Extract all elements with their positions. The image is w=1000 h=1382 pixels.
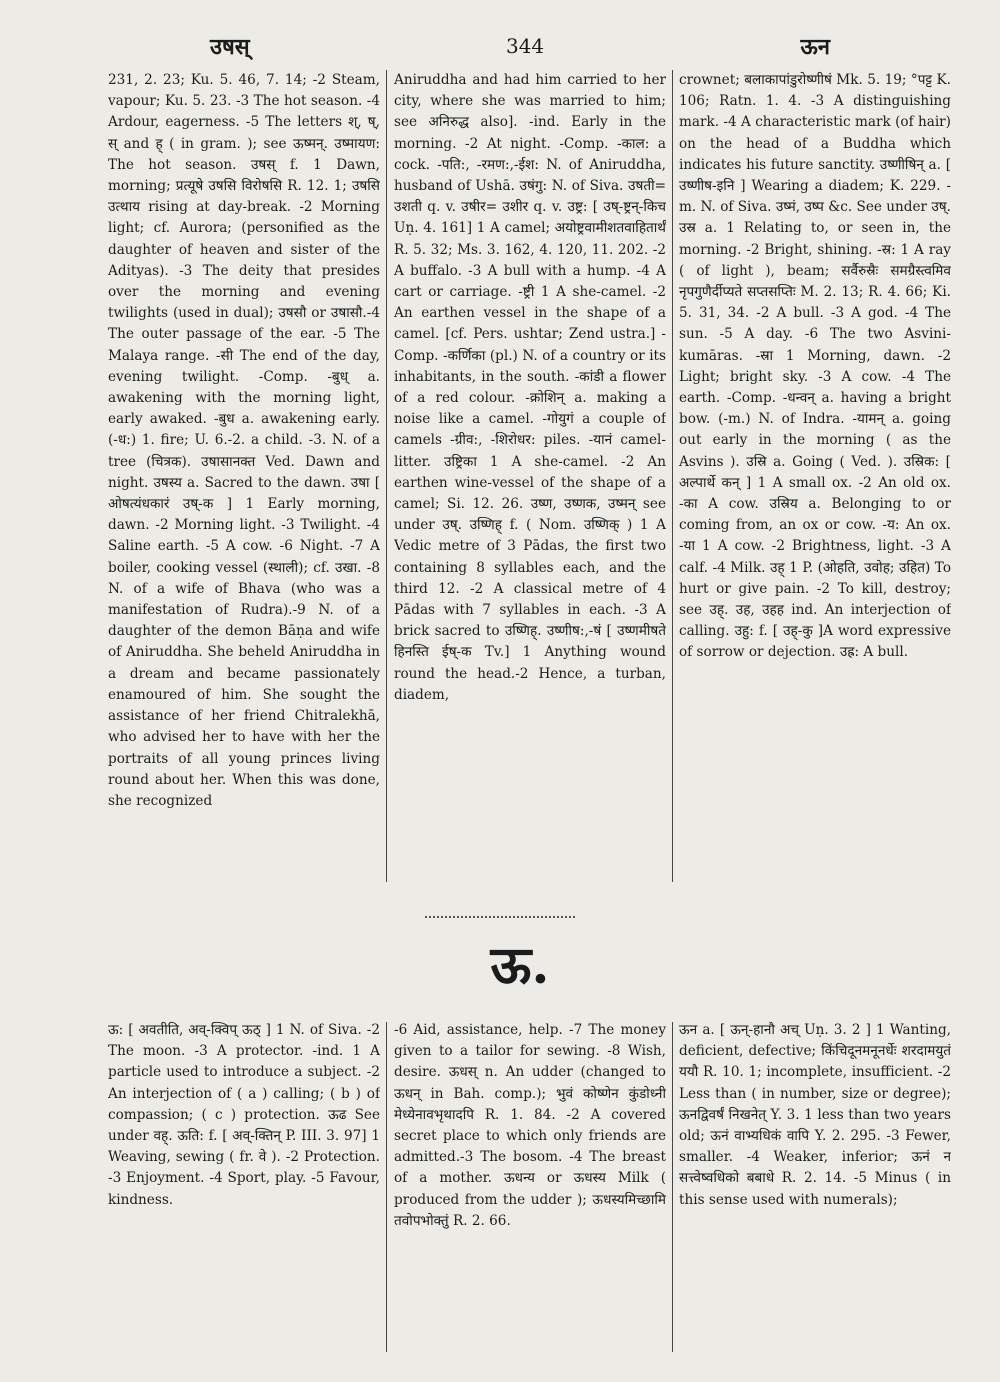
bottom-column-2 xyxy=(394,1020,666,1360)
column-text: Aniruddha and had him carried to her city, where she was married to him; see अनिरुद्ध also]. -ind. Early in the morning. -2 At night. -Comp. -काल: a cock. -पति:, -रमण:,-ईश: N. of Aniruddha, husband of Ushā. उषंगु: N. of Siva. उषती= उशती q. v. उषीर= उशीर q. v. उष्ट्र: [ उष्-ष्ट्रन्-किच Uṇ. 4. 161] 1 A camel; अयोष्ट्रवामीशतवाहितार्थं R. 5. 32; Ms. 3. 162, 4. 120, 11. 202. -2 A buffalo. -3 A bull with a hump. -4 A cart or carriage. -ष्ट्री 1 A she-camel. -2 An earthen vessel in the shape of a camel. [cf. Pers. ushtar; Zend ustra.] -Comp. -कर्णिका (pl.) N. of a country or its inhabitants, in the south. -कांडी a flower of a red colour. -क्रोशिन् a. making a noise like a camel. -गोयुगं a couple of camels -ग्रीव:, -शिरोधर: piles. -यानं camel-litter. उष्ट्रिका 1 A she-camel. -2 An earthen wine-vessel of the shape of a camel; Si. 12. 26. उष्ण, उष्णक, उष्मन् see under उष्. उष्णिह् f. ( Nom. उष्णिक् ) 1 A Vedic metre of 3 Pādas, the first two containing 8 syllables each, and the third 12. -2 A classical metre of 4 Pādas with 7 syllables in each. -3 A brick sacred to उष्णिह्. उष्णीष:,-षं [ उष्णमीषते हिनस्ति ईष्-क Tv.] 1 Anything wound round the head.-2 Hence, a turban, diadem, xyxy=(394,72,666,703)
top-column-2 xyxy=(394,70,666,892)
page-number: 344 xyxy=(505,34,545,58)
bottom-column-3 xyxy=(679,1020,951,1360)
column-rule xyxy=(386,70,387,882)
column-rule xyxy=(386,1022,387,1352)
column-rule xyxy=(672,1022,673,1352)
page-header xyxy=(210,28,830,64)
left-guide-word: उषस् xyxy=(210,34,250,60)
column-text: ऊन a. [ ऊन्-हानौ अच् Uṇ. 3. 2 ] 1 Wanting, deficient, defective; किंचिदूनमनूनर्धेः शरदामयुतं ययौ R. 10. 1; incomplete, insufficient. -2 Less than ( in number, size or degree); ऊनद्विवर्षं निखनेत् Y. 3. 1 less than two years old; ऊनं वाभ्यधिकं वापि Y. 2. 295. -3 Fewer, smaller. -4 Weaker, inferior; ऊनं न सत्त्वेष्वधिको बबाधे R. 2. 14. -5 Minus ( in this sense used with numerals); xyxy=(679,1022,951,1208)
column-text: crownet; बलाकापांडुरोष्णीषं Mk. 5. 19; °पट्ट K. 106; Ratn. 1. 4. -3 A distinguishing mark. -4 A characteristic mark (of hair) on the head of a Buddha which indicates his future sanctity. उष्णीषिन् a. [ उष्णीष-इनि ] Wearing a diadem; K. 229. -m. N. of Siva. उष्मं, उष्प &c. See under उष्. उस्र a. 1 Relating to, or seen in, the morning. -2 Bright, shining. -स्र: 1 A ray ( of light ), beam; सर्वैरुस्रैः समग्रैस्त्वमिव नृपगुणैर्दीप्यते सप्तसप्तिः M. 2. 13; R. 4. 66; Ki. 5. 31, 34. -2 A bull. -3 A god. -4 The sun. -5 A day. -6 The two Asvini-kumāras. -स्रा 1 Morning, dawn. -2 Light; bright sky. -3 A cow. -4 The earth. -Comp. -धन्वन् a. having a bright bow. (-m.) N. of Indra. -यामन् a. going out early in the morning ( as the Asvins ). उस्रि a. Going ( Ved. ). उस्रिक: [ अल्पार्थे कन् ] 1 A small ox. -2 An old ox. -का A cow. उस्रिय a. Belonging to or coming from, an ox or cow. -य: An ox. -या 1 A cow. -2 Brightness, light. -3 A calf. -4 Milk. उह् 1 P. (ओहति, उवोह; उहित) To hurt or give pain. -2 To kill, destroy; see उह्. उह, उहह ind. An interjection of calling. उहु: f. [ उह्-कु ]A word expressive of sorrow or dejection. उह्र: A bull. xyxy=(679,72,951,661)
right-guide-word: ऊन xyxy=(800,34,830,60)
bottom-column-1 xyxy=(108,1020,380,1360)
column-text: ऊ: [ अवतीति, अव्-क्विप् ऊठ् ] 1 N. of Siva. -2 The moon. -3 A protector. -ind. 1 A particle used to introduce a subject. -2 An interjection of ( a ) calling; ( b ) of compassion; ( c ) protection. ऊढ See under वह्. ऊति: f. [ अव्-क्तिन् P. III. 3. 97] 1 Weaving, sewing ( fr. वे ). -2 Protection. -3 Enjoyment. -4 Sport, play. -5 Favour, kindness. xyxy=(108,1022,380,1208)
column-rule xyxy=(672,70,673,882)
section-divider xyxy=(425,916,575,918)
top-column-3 xyxy=(679,70,951,892)
column-text: 231, 2. 23; Ku. 5. 46, 7. 14; -2 Steam, vapour; Ku. 5. 23. -3 The hot season. -4 Ardour, eagerness. -5 The letters श्, ष्, स् and ह् ( in gram. ); see ऊष्मन्. उष्मायण: The hot season. उषस् f. 1 Dawn, morning; प्रत्यूषे उषसि विरोषसि R. 12. 1; उषसि उत्थाय rising at day-break. -2 Morning light; cf. Aurora; (personified as the daughter of heaven and sister of the Adityas). -3 The deity that presides over the morning and evening twilights (used in dual); उषसौ or उषासौ.-4 The outer passage of the ear. -5 The Malaya range. -सी The end of the day, evening twilight. -Comp. -बुध् a. awakening with the morning light, early awaked. -बुध a. awakening early. (-ध:) 1. fire; U. 6.-2. a child. -3. N. of a tree (चित्रक). उषासानक्त Ved. Dawn and night. उषस्य a. Sacred to the dawn. उषा [ ओषत्यंधकारं उष्-क ] 1 Early morning, dawn. -2 Morning light. -3 Twilight. -4 Saline earth. -5 A cow. -6 Night. -7 A boiler, cooking vessel (स्थाली); cf. उखा. -8 N. of a wife of Bhava (who was a manifestation of Rudra).-9 N. of a daughter of the demon Bāṇa and wife of Aniruddha. She beheld Aniruddha in a dream and became passionately enamoured of him. She sought the assistance of her friend Chitralekhā, who advised her to have with her the portraits of all young princes living round about her. When this was done, she recognized xyxy=(108,72,380,809)
column-text: -6 Aid, assistance, help. -7 The money given to a tailor for sewing. -8 Wish, desire. ऊधस् n. An udder (changed to ऊधन् in Bah. comp.); भुवं कोष्णेन कुंडोध्नी मेध्येनावभृथादपि R. 1. 84. -2 A covered secret place to which only friends are admitted.-3 The bosom. -4 The breast of a mother. ऊधन्य or ऊधस्य Milk ( produced from the udder ); ऊधस्यमिच्छामि तवोपभोक्तुं R. 2. 66. xyxy=(394,1022,666,1229)
section-letter: ऊ. xyxy=(490,935,550,996)
top-column-1 xyxy=(108,70,380,892)
